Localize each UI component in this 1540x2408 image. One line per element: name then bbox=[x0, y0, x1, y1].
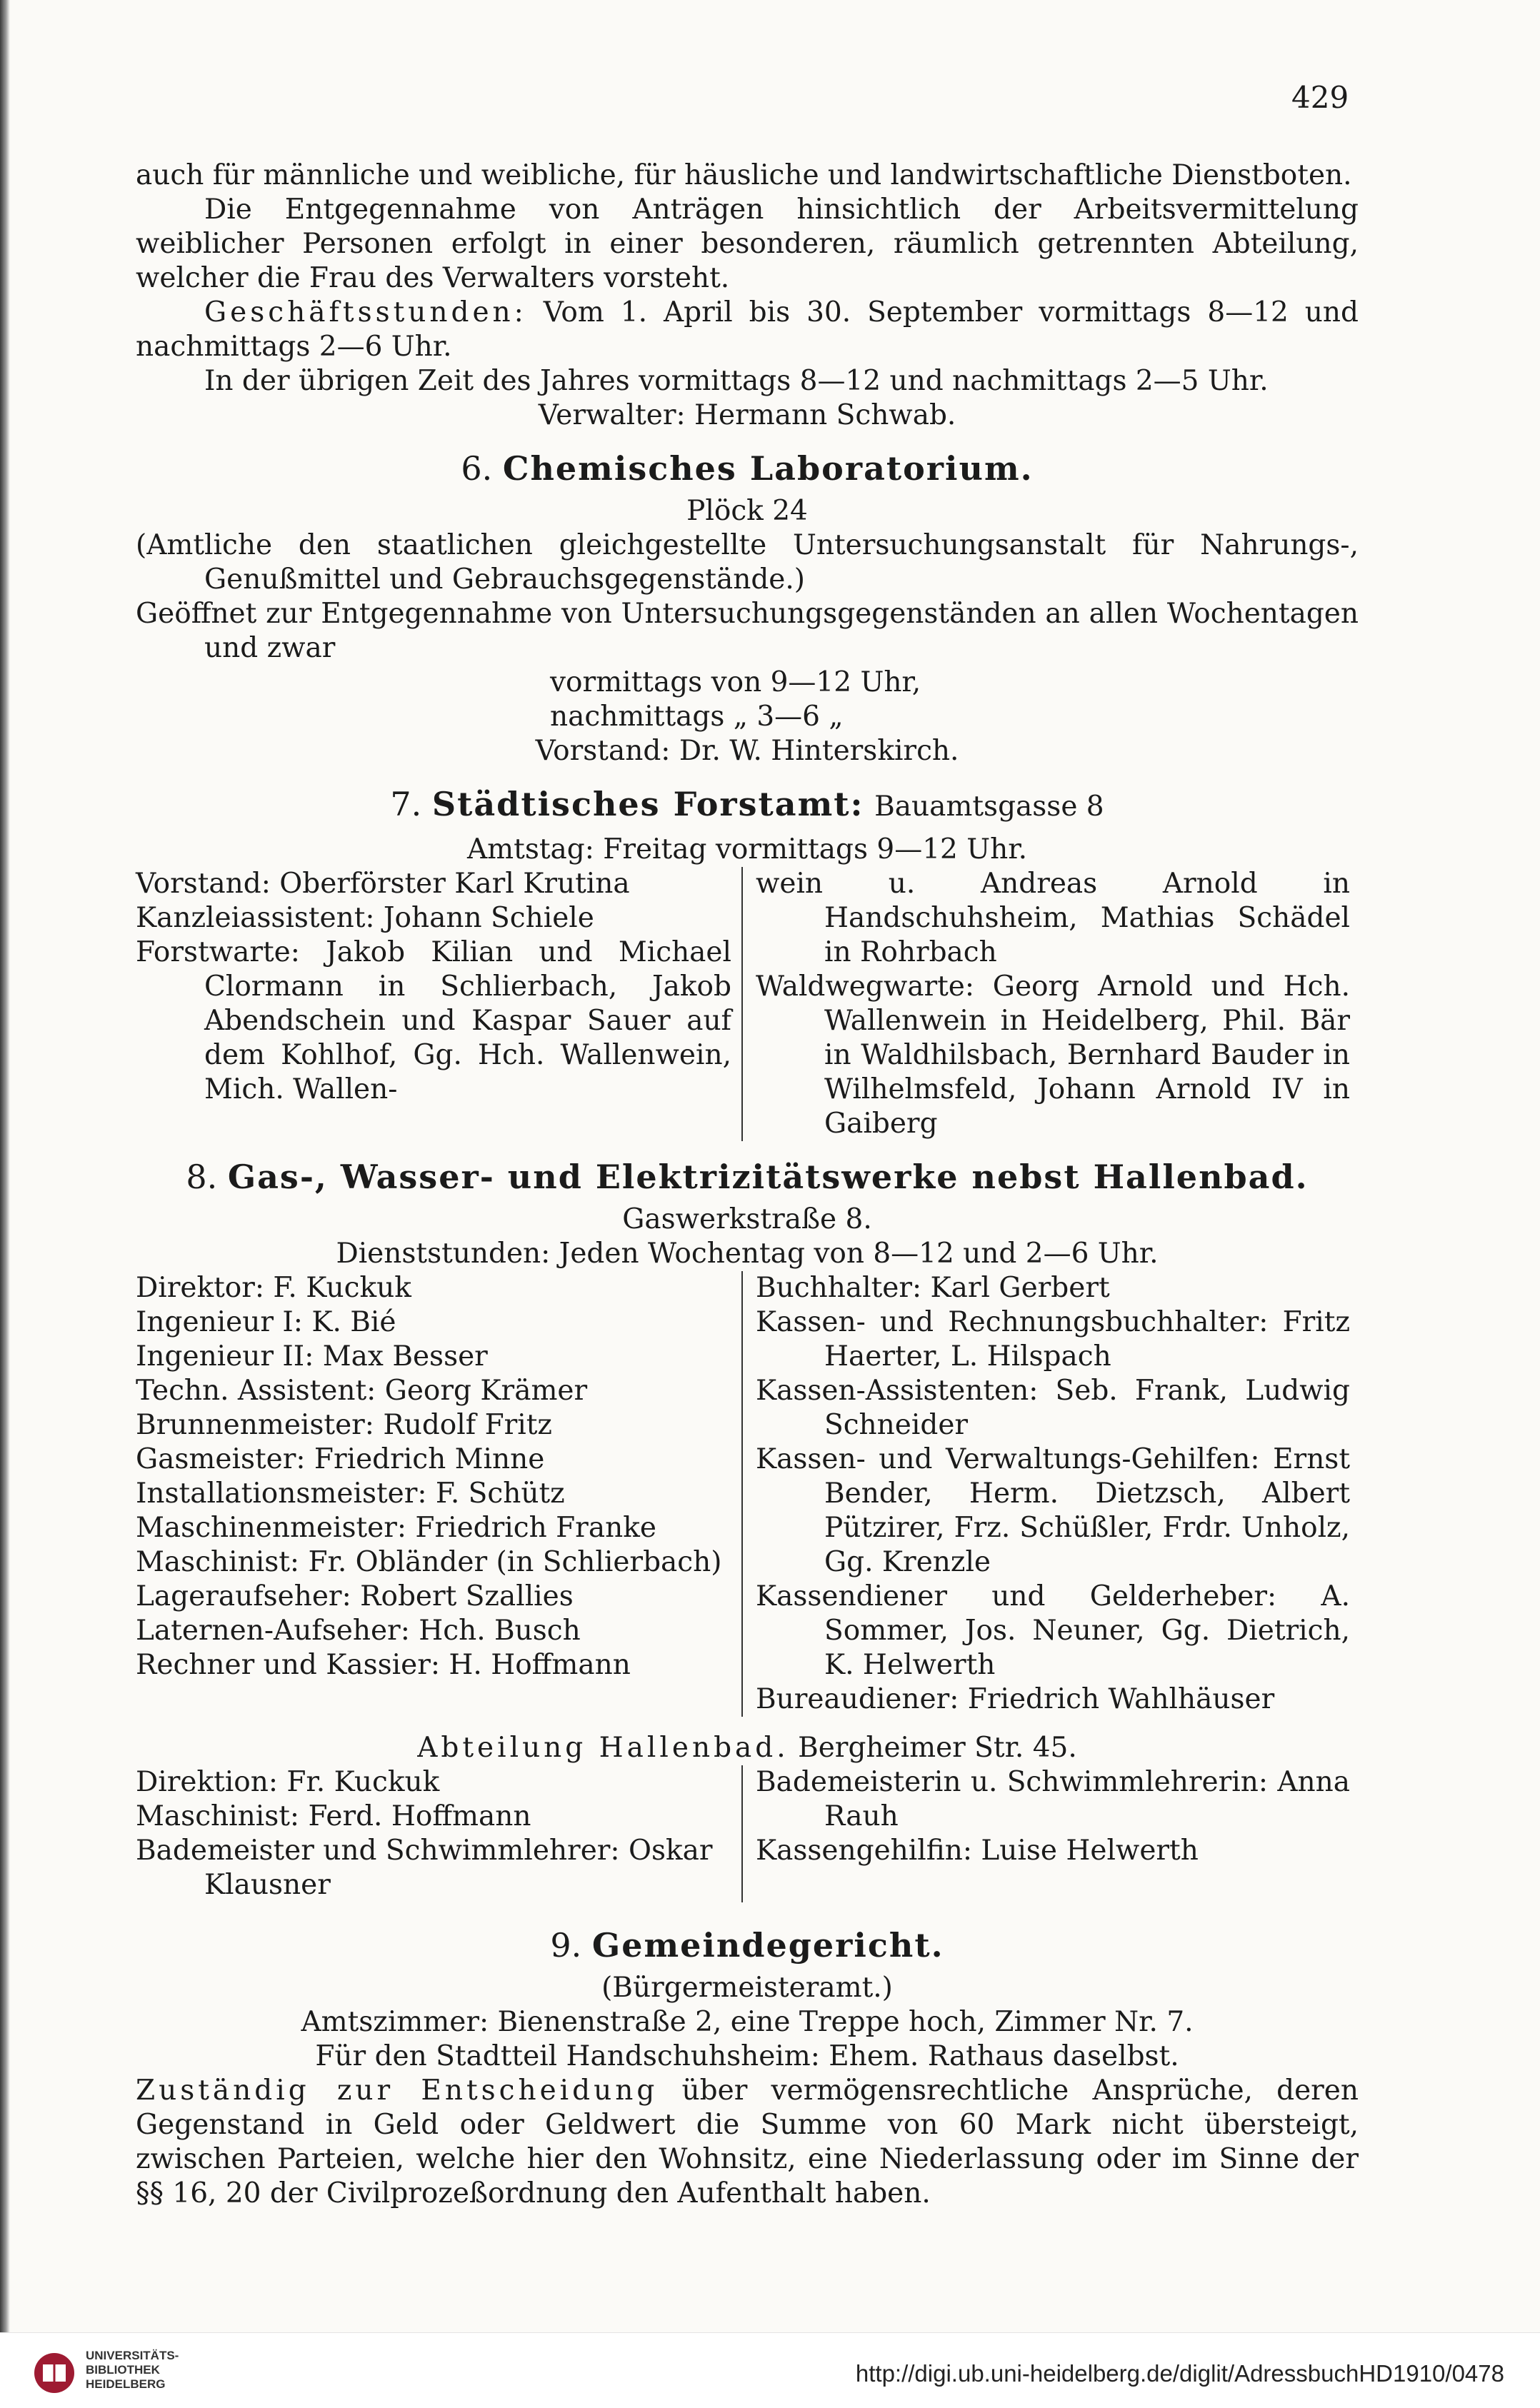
staff-entry: Waldwegwarte: Georg Arnold und Hch. Wallenwein in Heidelberg, Phil. Bär in Waldhilsbach, Bernhard Bauder in Wilhelmsfeld, Johann Arnold IV in Gaiberg bbox=[756, 970, 1350, 1140]
section-9-number: 9. bbox=[550, 1926, 582, 1965]
library-footer bbox=[0, 2332, 1540, 2408]
section-9-heading bbox=[136, 1924, 1359, 1967]
section-8-staff bbox=[136, 1271, 1359, 1717]
staff-entry: Kassen- und Rechnungsbuchhalter: Fritz Haerter, L. Hilspach bbox=[756, 1306, 1350, 1373]
section-6-heading bbox=[136, 447, 1359, 490]
page-number: 429 bbox=[1291, 80, 1349, 115]
hallenbad-staff-left bbox=[136, 1765, 743, 1902]
section-8-staff-left bbox=[136, 1271, 743, 1717]
section-7-office-day: Amtstag: Freitag vormittags 9—12 Uhr. bbox=[467, 833, 1027, 866]
library-name-line: BIBLIOTHEK bbox=[86, 2363, 160, 2377]
staff-entry: Kassen-Assistenten: Seb. Frank, Ludwig Schneider bbox=[756, 1375, 1350, 1441]
section-8-staff-right bbox=[743, 1271, 1350, 1717]
section-6-head: Vorstand: Dr. W. Hinterskirch. bbox=[535, 735, 959, 767]
staff-entry: Kassendiener und Gelderheber: A. Sommer, Jos. Neuner, Gg. Dietrich, K. Helwerth bbox=[756, 1580, 1350, 1681]
staff-entry: Buchhalter: Karl Gerbert bbox=[756, 1272, 1110, 1304]
intro-hours-rest: In der übrigen Zeit des Jahres vormittags 8—12 und nachmittags 2—5 Uhr. bbox=[204, 365, 1269, 397]
hallenbad-label: Abteilung Hallenbad. bbox=[417, 1732, 789, 1764]
section-6-number: 6. bbox=[461, 449, 493, 488]
library-logo-icon bbox=[33, 2352, 76, 2394]
hours-text: Vom 1. April bis 30. September vormittags 8—12 und nachmittags 2—6 Uhr. bbox=[136, 296, 1359, 363]
hallenbad-address: Bergheimer Str. 45. bbox=[798, 1732, 1077, 1764]
staff-entry: Maschinenmeister: Friedrich Franke bbox=[136, 1512, 656, 1544]
section-9-title: Gemeindegericht. bbox=[591, 1926, 944, 1965]
intro-hours bbox=[136, 296, 1359, 364]
section-6-hours-morning: vormittags von 9—12 Uhr, bbox=[550, 666, 921, 698]
intro-line-2: Die Entgegennahme von Anträgen hinsichtlich der Arbeitsvermittelung weiblicher Personen erfolgt in einer besonderen, räumlich getrennten Abteilung, welcher die Frau des Verwalters vorsteht. bbox=[136, 194, 1359, 294]
staff-entry: Maschinist: Fr. Obländer (in Schlierbach) bbox=[136, 1546, 722, 1578]
intro-line-1: auch für männliche und weibliche, für häusliche und landwirtschaftliche Dienstboten. bbox=[136, 159, 1352, 191]
staff-entry: Kassengehilfin: Luise Helwerth bbox=[756, 1835, 1199, 1867]
staff-entry: Brunnenmeister: Rudolf Fritz bbox=[136, 1409, 552, 1441]
staff-entry: Forstwarte: Jakob Kilian und Michael Clormann in Schlierbach, Jakob Abendschein und Kaspar Sauer auf dem Kohlhof, Gg. Hch. Wallenwein, Mich. Wallen- bbox=[136, 936, 731, 1105]
page-content bbox=[136, 159, 1359, 2211]
jurisdiction-text: über vermögensrechtliche Ansprüche, deren Gegenstand in Geld oder Geldwert die Summe von 60 Mark nicht übersteigt, zwischen Parteien, welche hier den Wohnsitz, eine Niederlassung oder im Sinne der §§ 16, 20 der Civilprozeßordnung den Aufenthalt haben. bbox=[136, 2075, 1359, 2209]
source-url-link[interactable]: http://digi.ub.uni-heidelberg.de/diglit/AdressbuchHD1910/0478 bbox=[855, 2360, 1504, 2387]
library-name bbox=[86, 2349, 179, 2392]
page-edge-shadow bbox=[0, 0, 10, 2407]
library-name-line: HEIDELBERG bbox=[86, 2377, 166, 2391]
staff-entry: Rechner und Kassier: H. Hoffmann bbox=[136, 1649, 631, 1681]
staff-entry: Bademeisterin u. Schwimmlehrerin: Anna Rauh bbox=[756, 1766, 1350, 1832]
section-6-opening: Geöffnet zur Entgegennahme von Untersuchungsgegenständen an allen Wochentagen und zwar bbox=[136, 598, 1359, 664]
staff-entry: Installationsmeister: F. Schütz bbox=[136, 1478, 565, 1510]
staff-entry: Bademeister und Schwimmlehrer: Oskar Klausner bbox=[136, 1835, 713, 1901]
section-6-title: Chemisches Laboratorium. bbox=[502, 449, 1034, 488]
staff-entry: Gasmeister: Friedrich Minne bbox=[136, 1443, 545, 1475]
section-8-heading bbox=[136, 1155, 1359, 1198]
hallenbad-staff bbox=[136, 1765, 1359, 1902]
staff-entry: Lageraufseher: Robert Szallies bbox=[136, 1580, 574, 1612]
section-8-title: Gas-, Wasser- und Elektrizitätswerke nebst Hallenbad. bbox=[227, 1158, 1309, 1196]
staff-entry: Kanzleiassistent: Johann Schiele bbox=[136, 902, 594, 934]
section-6-address: Plöck 24 bbox=[686, 495, 808, 527]
section-8-office-hours: Dienststunden: Jeden Wochentag von 8—12 und 2—6 Uhr. bbox=[336, 1238, 1159, 1270]
section-7-heading bbox=[136, 783, 1359, 828]
section-9-subtitle: (Bürgermeisteramt.) bbox=[601, 1972, 893, 2004]
section-9-office: Amtszimmer: Bienenstraße 2, eine Treppe hoch, Zimmer Nr. 7. bbox=[301, 2006, 1194, 2038]
staff-entry: wein u. Andreas Arnold in Handschuhsheim, Mathias Schädel in Rohrbach bbox=[756, 868, 1350, 968]
intro-administrator: Verwalter: Hermann Schwab. bbox=[538, 399, 956, 431]
staff-entry: Vorstand: Oberförster Karl Krutina bbox=[136, 868, 630, 900]
section-9-jurisdiction bbox=[136, 2074, 1359, 2211]
section-7-staff-left bbox=[136, 867, 743, 1141]
section-7-number: 7. bbox=[390, 785, 422, 823]
section-7-address: Bauamtsgasse 8 bbox=[874, 791, 1104, 823]
staff-entry: Direktor: F. Kuckuk bbox=[136, 1272, 411, 1304]
staff-entry: Kassen- und Verwaltungs-Gehilfen: Ernst Bender, Herm. Dietzsch, Albert Pützirer, Frz. Schüßler, Frdr. Unholz, Gg. Krenzle bbox=[756, 1443, 1350, 1578]
staff-entry: Ingenieur II: Max Besser bbox=[136, 1340, 488, 1373]
section-7-title: Städtisches Forstamt: bbox=[431, 785, 864, 823]
hours-label: Geschäftsstunden: bbox=[204, 296, 527, 328]
staff-entry: Direktion: Fr. Kuckuk bbox=[136, 1766, 440, 1798]
section-8-number: 8. bbox=[186, 1158, 218, 1196]
staff-entry: Laternen-Aufseher: Hch. Busch bbox=[136, 1615, 581, 1647]
section-6-hours-afternoon: nachmittags „ 3—6 „ bbox=[550, 701, 844, 733]
staff-entry: Maschinist: Ferd. Hoffmann bbox=[136, 1800, 531, 1832]
section-8-address: Gaswerkstraße 8. bbox=[622, 1203, 872, 1235]
section-9-district: Für den Stadtteil Handschuhsheim: Ehem. Rathaus daselbst. bbox=[315, 2040, 1179, 2072]
staff-entry: Bureaudiener: Friedrich Wahlhäuser bbox=[756, 1683, 1275, 1715]
library-name-line: UNIVERSITÄTS- bbox=[86, 2349, 179, 2362]
hallenbad-heading bbox=[136, 1731, 1359, 1765]
hallenbad-staff-right bbox=[743, 1765, 1350, 1902]
staff-entry: Ingenieur I: K. Bié bbox=[136, 1306, 396, 1338]
section-6-description: (Amtliche den staatlichen gleichgestellte Untersuchungsanstalt für Nahrungs-, Genußmittel und Gebrauchsgegenstände.) bbox=[136, 529, 1359, 596]
section-7-staff bbox=[136, 867, 1359, 1141]
jurisdiction-label: Zuständig zur Entscheidung bbox=[136, 2075, 659, 2107]
staff-entry: Techn. Assistent: Georg Krämer bbox=[136, 1375, 588, 1407]
section-7-staff-right bbox=[743, 867, 1350, 1141]
